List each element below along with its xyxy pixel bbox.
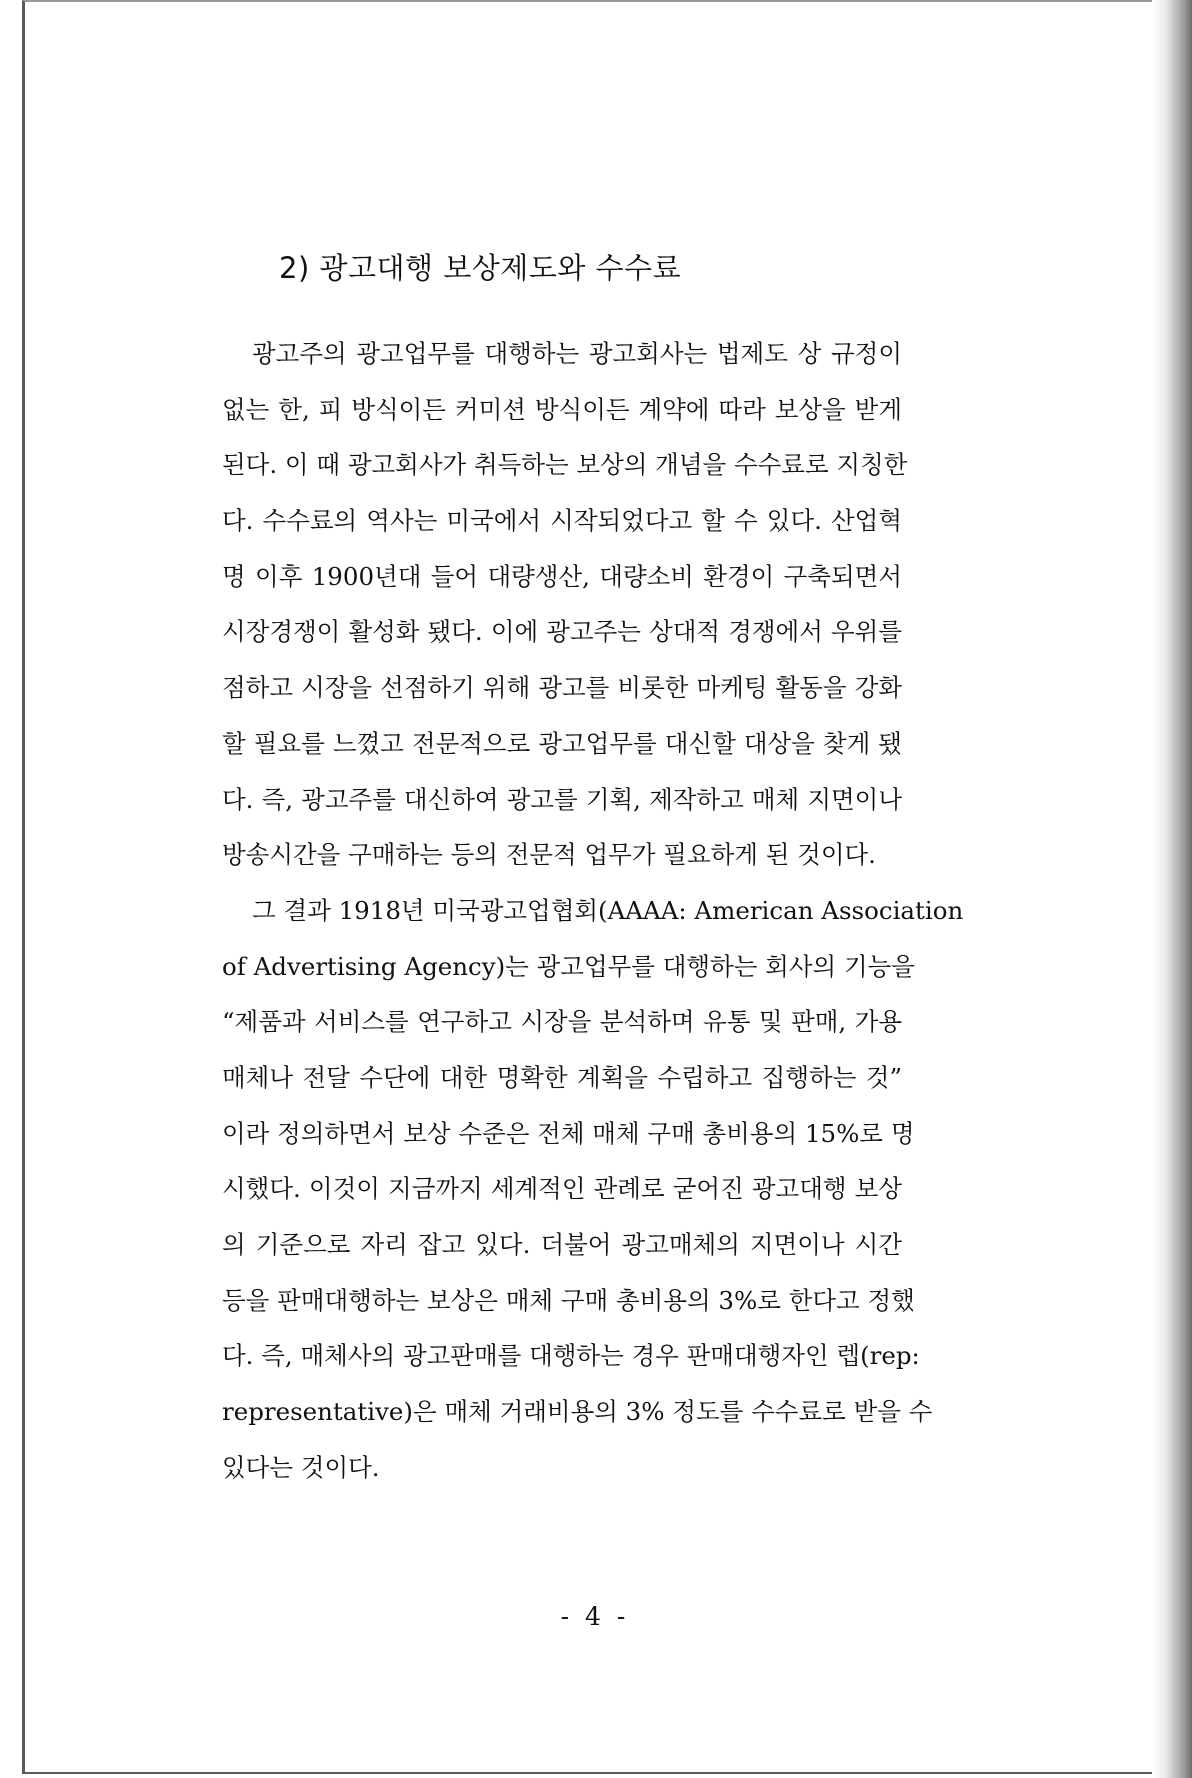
body-text (222, 339, 964, 1509)
text-line: 그 결과 1918년 미국광고업협회(AAAA: American Association (252, 895, 964, 925)
page-edge-shadow (1152, 0, 1192, 1778)
text-line: 의 기준으로 자리 잡고 있다. 더불어 광고매체의 지면이나 시간 (222, 1230, 902, 1259)
text-line: 광고주의 광고업무를 대행하는 광고회사는 법제도 상 규정이 (252, 339, 902, 368)
text-line: 명 이후 1900년대 들어 대량생산, 대량소비 환경이 구축되면서 (222, 561, 902, 591)
text-line: 다. 즉, 광고주를 대신하여 광고를 기획, 제작하고 매체 지면이나 (222, 784, 902, 814)
text-line: representative)은 매체 거래비용의 3% 정도를 수수료로 받을 수 (222, 1397, 933, 1427)
text-line: 있다는 것이다. (222, 1452, 380, 1482)
text-line: 다. 수수료의 역사는 미국에서 시작되었다고 할 수 있다. 산업혁 (222, 506, 902, 536)
text-line: 등을 판매대행하는 보상은 매체 구매 총비용의 3%로 한다고 정했 (222, 1285, 915, 1315)
text-line: 방송시간을 구매하는 등의 전문적 업무가 필요하게 된 것이다. (222, 840, 876, 870)
document-page (22, 0, 1162, 1774)
text-line: 할 필요를 느꼈고 전문적으로 광고업무를 대신할 대상을 찾게 됐 (222, 728, 902, 758)
text-line: 다. 즉, 매체사의 광고판매를 대행하는 경우 판매대행자인 렙(rep: (222, 1341, 920, 1371)
page-number: - 4 - (560, 1602, 630, 1631)
text-line: 된다. 이 때 광고회사가 취득하는 보상의 개념을 수수료로 지칭한 (222, 450, 908, 480)
text-line: 시했다. 이것이 지금까지 세계적인 관례로 굳어진 광고대행 보상 (222, 1174, 902, 1204)
text-line: 점하고 시장을 선점하기 위해 광고를 비롯한 마케팅 활동을 강화 (222, 673, 902, 703)
text-line: 시장경쟁이 활성화 됐다. 이에 광고주는 상대적 경쟁에서 우위를 (222, 617, 902, 647)
paragraph-1 (222, 339, 908, 897)
text-line: of Advertising Agency)는 광고업무를 대행하는 회사의 기능을 (222, 951, 915, 981)
text-line: “제품과 서비스를 연구하고 시장을 분석하며 유통 및 판매, 가용 (222, 1007, 902, 1037)
section-heading: 2) 광고대행 보상제도와 수수료 (279, 251, 682, 285)
paragraph-2 (222, 895, 964, 1510)
text-line: 없는 한, 피 방식이든 커미션 방식이든 계약에 따라 보상을 받게 (222, 394, 902, 424)
text-line: 이라 정의하면서 보상 수준은 전체 매체 구매 총비용의 15%로 명 (222, 1118, 915, 1148)
text-line: 매체나 전달 수단에 대한 명확한 계획을 수립하고 집행하는 것” (222, 1062, 902, 1092)
